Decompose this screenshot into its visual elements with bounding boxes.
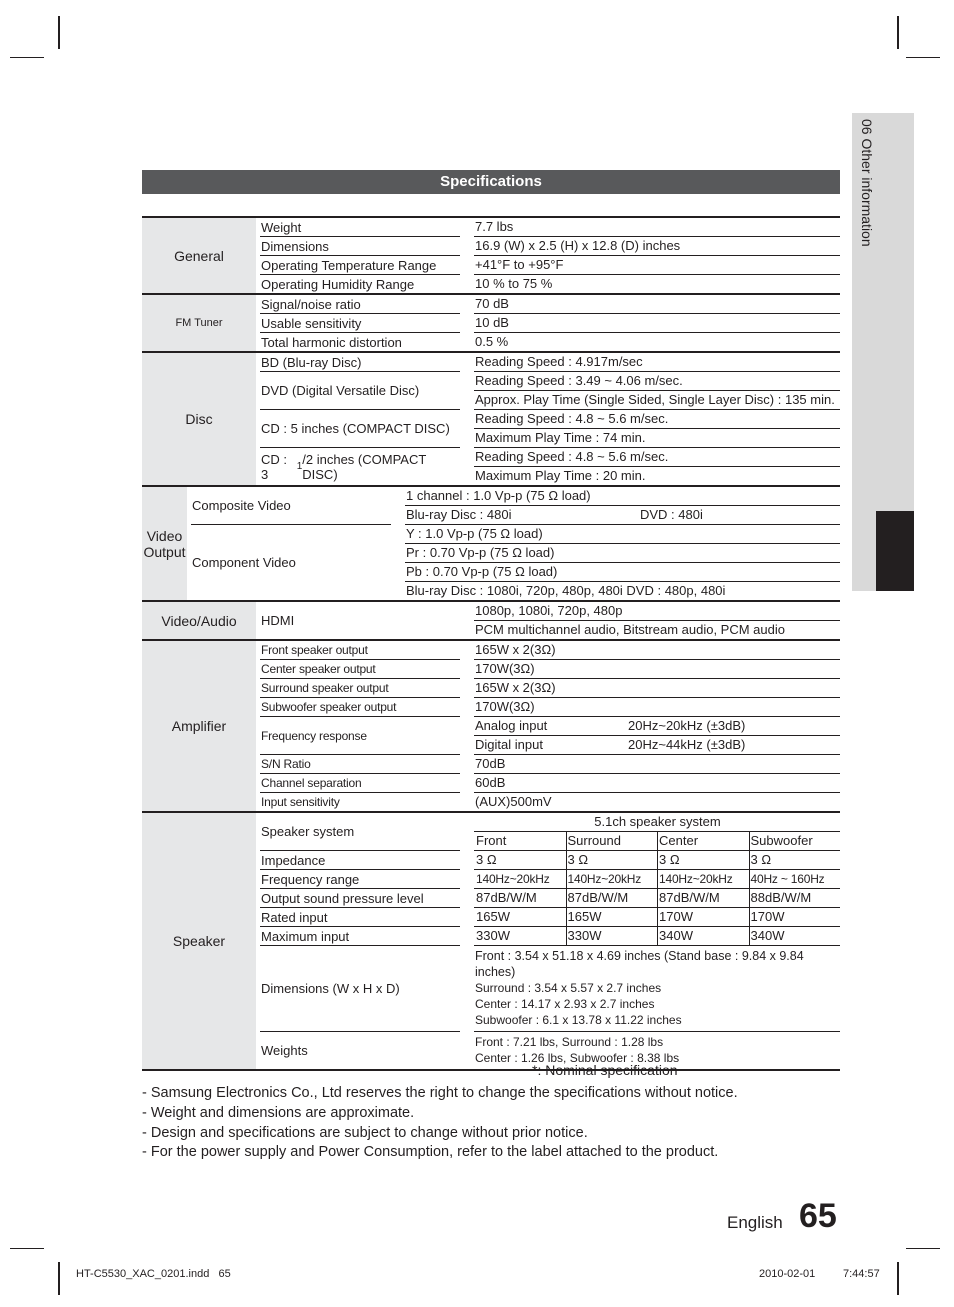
note-item: - Weight and dimensions are approximate. [142, 1104, 415, 1121]
group-name: FM Tuner [142, 295, 256, 351]
speaker-cell: 87dB/W/M [567, 889, 659, 907]
spec-table [142, 216, 840, 1071]
nominal-note: *: Nominal specification [532, 1062, 678, 1078]
spec-value: Pb : 0.70 Vp-p (75 Ω load) [405, 563, 840, 582]
spec-value: 165W x 2(3Ω) [474, 679, 840, 698]
spec-value: +41°F to +95°F [474, 256, 840, 275]
spec-value: Reading Speed : 4.8 ~ 5.6 m/sec. [474, 410, 840, 429]
crop-mark [906, 1248, 940, 1249]
spec-label [260, 448, 460, 485]
spec-label: HDMI [261, 613, 295, 628]
spec-value: 170W(3Ω) [474, 698, 840, 717]
spec-value: 10 dB [474, 314, 840, 333]
speaker-cell: 330W [475, 927, 567, 945]
spec-value: Maximum Play Time : 20 min. [475, 468, 646, 483]
spec-value: 1080p, 1080i, 720p, 480p [474, 602, 840, 621]
label-part: /2 inches (COMPACT DISC) [302, 451, 427, 482]
speaker-cell: 87dB/W/M [475, 889, 567, 907]
spec-value: 0.5 % [475, 334, 509, 349]
column-header: Center [658, 832, 750, 850]
spec-label: Total harmonic distortion [261, 334, 402, 350]
spec-label: Input sensitivity [261, 795, 340, 809]
speaker-row [474, 889, 840, 908]
speaker-cell: 330W [567, 927, 659, 945]
spec-value: 70dB [474, 755, 840, 774]
spec-label: Dimensions [260, 237, 460, 256]
label-superscript: 1 [296, 461, 303, 472]
speaker-cell: 87dB/W/M [658, 889, 750, 907]
group-name: Amplifier [142, 641, 256, 811]
crop-mark [906, 57, 940, 58]
language-label: English [727, 1213, 783, 1232]
spec-group-video-output [142, 487, 840, 602]
note-item: - Samsung Electronics Co., Ltd reserves the right to change the specifications without notice. [142, 1085, 738, 1101]
speaker-system-title: 5.1ch speaker system [474, 813, 840, 832]
chapter-side-tab [852, 113, 914, 591]
pair-key: Analog input [475, 718, 548, 733]
group-name: General [142, 218, 256, 293]
spec-value: 7.7 lbs [474, 218, 840, 237]
speaker-cell: 140Hz~20kHz [658, 870, 750, 888]
spec-label: Speaker system [260, 813, 460, 851]
speaker-cell: 340W [750, 928, 785, 943]
spec-label: Surround speaker output [260, 679, 460, 698]
speaker-cell: 140Hz~20kHz [567, 870, 659, 888]
spec-group-fm-tuner [142, 295, 840, 353]
dimension-line: Subwoofer : 6.1 x 13.78 x 11.22 inches [475, 1013, 682, 1027]
spec-label: Output sound pressure level [260, 889, 460, 908]
column-header: Front [475, 832, 567, 850]
spec-label: Operating Humidity Range [261, 276, 415, 292]
spec-group-video-audio [142, 602, 840, 641]
print-time: 7:44:57 [843, 1268, 880, 1280]
group-name: Video/Audio [142, 602, 256, 639]
spec-value: 1 channel : 1.0 Vp-p (75 Ω load) [405, 487, 840, 506]
speaker-cell: 3 Ω [567, 851, 659, 869]
spec-label: CD : 5 inches (COMPACT DISC) [260, 410, 460, 448]
spec-label: Component Video [192, 555, 296, 570]
crop-mark [58, 16, 60, 49]
spec-value: 10 % to 75 % [475, 276, 553, 291]
spec-label: Maximum input [260, 927, 460, 946]
spec-value-split [405, 506, 840, 525]
spec-value: Maximum Play Time : 74 min. [474, 429, 840, 448]
speaker-cell: 40Hz ~ 160Hz [750, 872, 825, 886]
spec-label: Frequency response [260, 717, 460, 755]
crop-mark [897, 1262, 899, 1295]
spec-label: Front speaker output [260, 641, 460, 660]
spec-label: Weights [261, 1043, 308, 1058]
spec-label: Frequency range [260, 870, 460, 889]
spec-label: Rated input [260, 908, 460, 927]
print-date: 2010-02-01 [759, 1268, 816, 1280]
spec-group-amplifier [142, 641, 840, 813]
dimension-line: Center : 14.17 x 2.93 x 2.7 inches [475, 997, 655, 1011]
note-item: - Design and specifications are subject to change without prior notice. [142, 1124, 588, 1141]
spec-label: Subwoofer speaker output [260, 698, 460, 717]
chapter-marker [876, 511, 914, 591]
spec-label: Impedance [260, 851, 460, 870]
dimension-line: Surround : 3.54 x 5.57 x 2.7 inches [475, 981, 662, 995]
speaker-cell: 165W [567, 908, 659, 926]
note-item: - For the power supply and Power Consumption, refer to the label attached to the product. [142, 1144, 719, 1161]
speaker-cell: 170W [658, 908, 750, 926]
spec-value: 70 dB [474, 295, 840, 314]
spec-label: BD (Blu-ray Disc) [260, 353, 460, 372]
speaker-cell: 3 Ω [750, 852, 772, 867]
spec-value: 60dB [474, 774, 840, 793]
spec-value: PCM multichannel audio, Bitstream audio, PCM audio [475, 622, 785, 637]
spec-value-pair [474, 717, 840, 736]
speaker-cell: 165W [475, 908, 567, 926]
weight-line: Front : 7.21 lbs, Surround : 1.28 lbs [475, 1035, 664, 1049]
speaker-cell: 340W [658, 927, 750, 945]
spec-value: Reading Speed : 3.49 ~ 4.06 m/sec. [474, 372, 840, 391]
speaker-dimensions [474, 946, 840, 1032]
spec-label: S/N Ratio [260, 755, 460, 774]
speaker-cell: 140Hz~20kHz [475, 870, 567, 888]
pair-value: 20Hz~20kHz (±3dB) [628, 718, 746, 733]
pair-value: 20Hz~44kHz (±3dB) [628, 737, 746, 752]
speaker-cell: 3 Ω [475, 851, 567, 869]
spec-label: Weight [260, 218, 460, 237]
spec-value: 16.9 (W) x 2.5 (H) x 12.8 (D) inches [474, 237, 840, 256]
notes-list [142, 1084, 738, 1163]
pair-key: Digital input [475, 737, 543, 752]
spec-label: Center speaker output [260, 660, 460, 679]
speaker-row [474, 870, 840, 889]
group-name: Video Output [142, 487, 187, 600]
speaker-cell: 3 Ω [658, 851, 750, 869]
dimension-line: Front : 3.54 x 51.18 x 4.69 inches (Stand base : 9.84 x 9.84 inches) [475, 949, 804, 979]
spec-value: Blu-ray Disc : 1080i, 720p, 480p, 480i DVD : 480p, 480i [406, 583, 726, 598]
file-slug: HT-C5530_XAC_0201.indd 65 [76, 1268, 231, 1280]
spec-value: Pr : 0.70 Vp-p (75 Ω load) [405, 544, 840, 563]
spec-value: (AUX)500mV [475, 794, 552, 809]
column-header: Surround [567, 832, 659, 850]
label-part: CD : 3 [261, 451, 287, 482]
spec-group-speaker [142, 813, 840, 1071]
spec-value: Approx. Play Time (Single Sided, Single Layer Disc) : 135 min. [474, 391, 840, 410]
group-name: Speaker [142, 813, 256, 1069]
spec-label: Composite Video [191, 487, 391, 525]
spec-label: Usable sensitivity [260, 314, 460, 333]
spec-group-disc [142, 353, 840, 487]
spec-value: Reading Speed : 4.8 ~ 5.6 m/sec. [474, 448, 840, 467]
group-name: Disc [142, 353, 256, 485]
spec-group-general [142, 218, 840, 295]
weight-line: Center : 1.26 lbs, Subwoofer : 8.38 lbs [475, 1051, 680, 1065]
spec-label: Operating Temperature Range [260, 256, 460, 275]
spec-value: 170W(3Ω) [474, 660, 840, 679]
spec-label: Signal/noise ratio [260, 295, 460, 314]
speaker-cell: 88dB/W/M [750, 890, 812, 905]
spec-label: Channel separation [260, 774, 460, 793]
speaker-cell: 170W [750, 909, 785, 924]
section-title: Specifications [142, 170, 840, 194]
crop-mark [58, 1262, 60, 1295]
speaker-row [474, 851, 840, 870]
column-header: Subwoofer [750, 833, 813, 848]
spec-value: Y : 1.0 Vp-p (75 Ω load) [405, 525, 840, 544]
speaker-column-headers [474, 832, 840, 851]
spec-value: Reading Speed : 4.917m/sec [474, 353, 840, 372]
spec-value-pair [474, 736, 840, 755]
crop-mark [10, 1248, 44, 1249]
chapter-label: 06 Other information [859, 119, 875, 247]
split-right: DVD : 480i [640, 507, 703, 522]
spec-value: 165W x 2(3Ω) [474, 641, 840, 660]
page-number: 65 [799, 1197, 837, 1235]
crop-mark [897, 16, 899, 49]
spec-label: DVD (Digital Versatile Disc) [260, 372, 460, 410]
speaker-row [474, 927, 840, 946]
spec-label: Dimensions (W x H x D) [260, 946, 460, 1032]
crop-mark [10, 57, 44, 58]
speaker-row [474, 908, 840, 927]
split-left: Blu-ray Disc : 480i [406, 507, 512, 522]
